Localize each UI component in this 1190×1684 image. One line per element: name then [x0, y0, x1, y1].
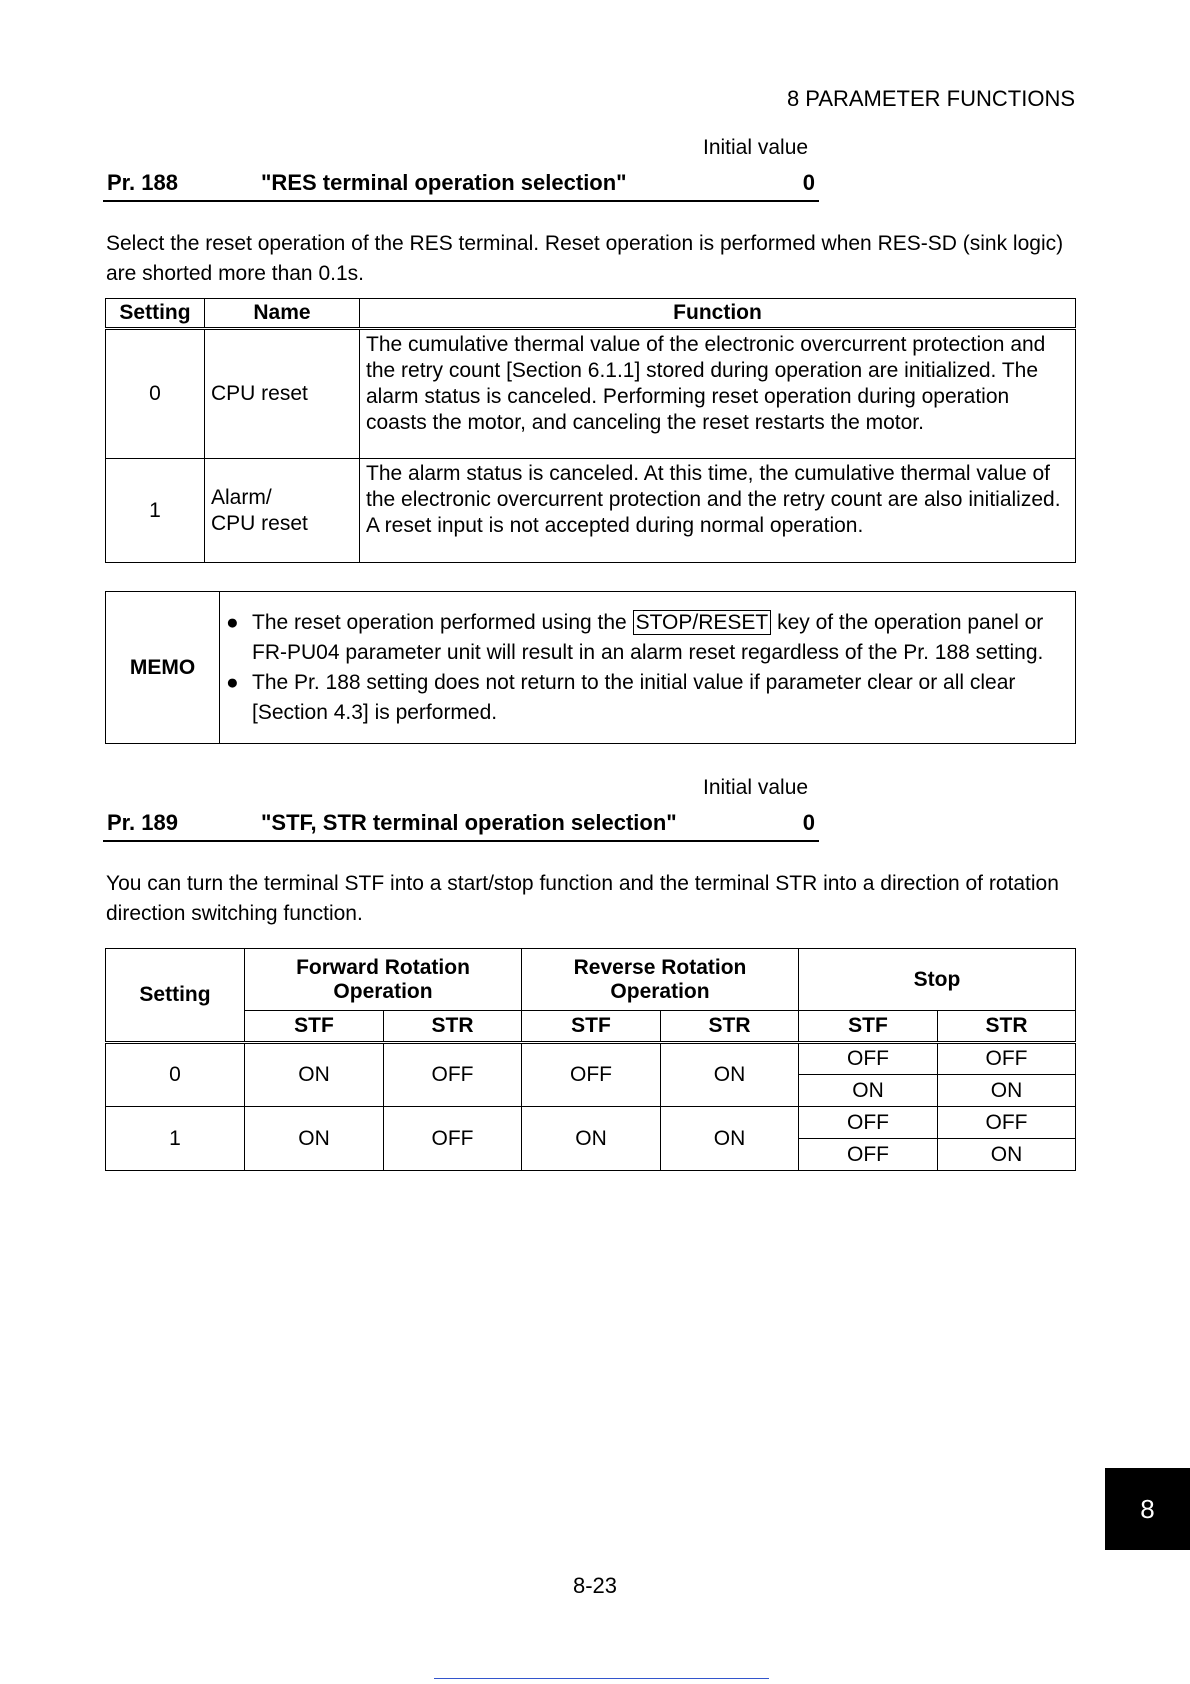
cell-stop-stf: OFF: [799, 1043, 938, 1075]
subheader-stf: STF: [245, 1011, 384, 1043]
cell-stop-str: OFF: [938, 1043, 1076, 1075]
cell-setting: 1: [106, 1107, 245, 1171]
parameter-initial-value: 0: [802, 810, 815, 835]
cell-fwd-str: OFF: [384, 1107, 522, 1171]
cell-rev-stf: ON: [522, 1107, 661, 1171]
chapter-heading: 8 PARAMETER FUNCTIONS: [786, 86, 1075, 111]
cell-stop-stf: OFF: [799, 1107, 938, 1139]
cell-rev-str: ON: [661, 1043, 799, 1107]
stf-str-table: [105, 948, 1076, 1171]
memo-text-part: key of the operation panel or FR-PU04 parameter unit will result in an alarm reset regardless of the Pr. 188 setting.: [252, 610, 1044, 664]
memo-bullet: [226, 668, 1069, 728]
cell-rev-stf: OFF: [522, 1043, 661, 1107]
initial-value-label: Initial value: [703, 776, 809, 799]
table-subheader-row: [106, 1011, 1076, 1043]
parameter-description-188: Select the reset operation of the RES terminal. Reset operation is performed when RES-SD (sink logic) are shorted more than 0.1s.: [106, 232, 1064, 285]
header-function: Function: [360, 299, 1076, 329]
cell-setting: 0: [106, 329, 205, 459]
memo-bullet: [226, 608, 1069, 668]
header-setting: Setting: [106, 949, 245, 1043]
cell-stop-str: ON: [938, 1139, 1076, 1171]
memo-text-part: The reset operation performed using the: [252, 610, 627, 634]
chapter-tab: 8: [1105, 1468, 1190, 1550]
parameter-name: "STF, STR terminal operation selection": [261, 810, 677, 835]
header-forward-line: Forward Rotation: [296, 955, 470, 979]
cell-name: CPU reset: [205, 329, 360, 459]
cell-stop-stf: ON: [799, 1075, 938, 1107]
parameter-initial-value: 0: [802, 170, 815, 195]
header-reverse-line: Reverse Rotation: [573, 955, 747, 979]
cell-function-text: A reset input is not accepted during normal operation.: [366, 514, 864, 537]
subheader-stf: STF: [522, 1011, 661, 1043]
cell-fwd-stf: ON: [245, 1043, 384, 1107]
header-name: Name: [205, 299, 360, 329]
memo-text: The Pr. 188 setting does not return to the initial value if parameter clear or all clear [Section 4.3] is performed.: [252, 670, 1016, 724]
parameter-title-188: [103, 170, 819, 202]
cell-name: [205, 459, 360, 563]
header-reverse: [522, 949, 799, 1011]
cell-name-line: Alarm/: [211, 485, 272, 509]
cell-fwd-stf: ON: [245, 1107, 384, 1171]
header-stop: Stop: [799, 949, 1076, 1011]
cell-setting: 1: [106, 459, 205, 563]
cell-stop-str: OFF: [938, 1107, 1076, 1139]
memo-label: MEMO: [106, 592, 220, 744]
parameter-number: Pr. 189: [107, 810, 178, 835]
header-reverse-line: Operation: [610, 979, 710, 1003]
cell-function: The cumulative thermal value of the electronic overcurrent protection and the retry count [Section 6.1.1] stored during operation are initialized. The alarm status is canceled. Performing reset operation during operation coasts the motor, and canceling the reset restarts the motor.: [360, 329, 1076, 459]
footer-divider: [434, 1678, 769, 1679]
parameter-name: "RES terminal operation selection": [261, 170, 627, 195]
table-row: [106, 1043, 1076, 1075]
stop-reset-key: STOP/RESET: [633, 610, 772, 635]
cell-fwd-str: OFF: [384, 1043, 522, 1107]
cell-rev-str: ON: [661, 1107, 799, 1171]
initial-value-label: Initial value: [703, 136, 809, 159]
page-number: 8-23: [572, 1573, 618, 1598]
header-setting: Setting: [106, 299, 205, 329]
table-row: [106, 329, 1076, 459]
subheader-stf: STF: [799, 1011, 938, 1043]
memo-box: [105, 591, 1076, 744]
table-header-row: [106, 299, 1076, 329]
cell-name-line: CPU reset: [211, 511, 308, 535]
cell-stop-str: ON: [938, 1075, 1076, 1107]
parameter-number: Pr. 188: [107, 170, 178, 195]
bullet-icon: ●: [226, 670, 239, 694]
cell-setting: 0: [106, 1043, 245, 1107]
table-header-row: [106, 949, 1076, 1011]
memo-body: [220, 592, 1076, 744]
header-forward: [245, 949, 522, 1011]
memo-text: [252, 608, 1069, 668]
header-forward-line: Operation: [333, 979, 433, 1003]
table-row: [106, 1107, 1076, 1139]
parameter-title-189: [103, 810, 819, 842]
cell-function: [360, 459, 1076, 563]
parameter-description-189: You can turn the terminal STF into a start/stop function and the terminal STR into a direction of rotation direction switching function.: [106, 872, 1059, 925]
table-row: [106, 459, 1076, 563]
subheader-str: STR: [661, 1011, 799, 1043]
subheader-str: STR: [938, 1011, 1076, 1043]
subheader-str: STR: [384, 1011, 522, 1043]
bullet-icon: ●: [226, 610, 239, 634]
cell-stop-stf: OFF: [799, 1139, 938, 1171]
cell-function-text: The alarm status is canceled. At this time, the cumulative thermal value of the electronic overcurrent protection and the retry count are also initialized.: [366, 462, 1061, 511]
res-operation-table: [105, 298, 1076, 563]
